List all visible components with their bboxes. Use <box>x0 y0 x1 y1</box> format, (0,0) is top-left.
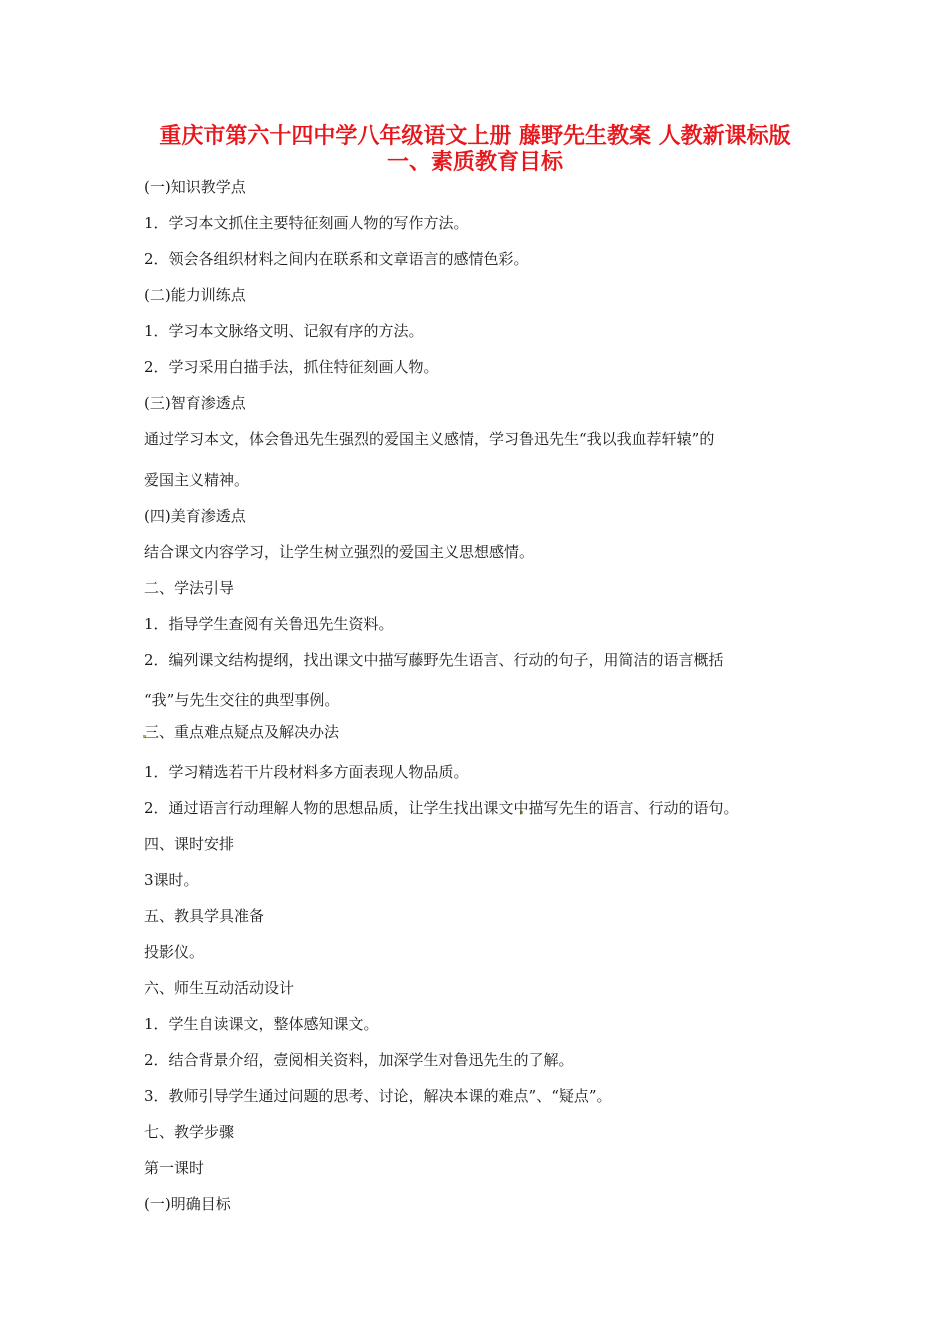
paragraph-line: 爱国主义精神。 <box>144 471 250 489</box>
paragraph-line: 2．编列课文结构提纲，找出课文中描写藤野先生语言、行动的句子，用简洁的语言概括 <box>144 651 724 669</box>
subheading-aesthetic: (四)美育渗透点 <box>144 507 246 525</box>
paragraph-line: 2．结合背景介绍，壹阅相关资料，加深学生对鲁迅先生的了解。 <box>144 1051 574 1069</box>
section-heading-3: 三、重点难点疑点及解决办法 <box>144 723 340 741</box>
paragraph-line: 1．学习本文抓住主要特征刻画人物的写作方法。 <box>144 214 469 232</box>
paragraph-line: 1．学习本文脉络文明、记叙有序的方法。 <box>144 322 424 340</box>
section-heading-2: 二、学法引导 <box>144 579 235 597</box>
section-heading-6: 六、师生互动活动设计 <box>144 979 295 997</box>
paragraph-line: 1．学生自读课文，整体感知课文。 <box>144 1015 379 1033</box>
document-title: 重庆市第六十四中学八年级语文上册 藤野先生教案 人教新课标版 <box>159 123 791 149</box>
section-heading-1: 一、素质教育目标 <box>386 149 563 175</box>
subheading-lesson-1: 第一课时 <box>144 1159 205 1177</box>
paragraph-line: 2．学习采用白描手法，抓住特征刻画人物。 <box>144 358 439 376</box>
paragraph-line: 2．领会各组织材料之间内在联系和文章语言的感情色彩。 <box>144 250 529 268</box>
paragraph-line: 通过学习本文，体会鲁迅先生强烈的爱国主义感情，学习鲁迅先生“我以我血荐轩辕”的 <box>144 430 715 448</box>
paragraph-line: 2．通过语言行动理解人物的思想品质，让学生找出课文中描写先生的语言、行动的语句。 <box>144 799 739 817</box>
paragraph-line: 1．学习精选若干片段材料多方面表现人物品质。 <box>144 763 469 781</box>
subheading-knowledge: (一)知识教学点 <box>144 178 246 196</box>
section-heading-7: 七、教学步骤 <box>144 1123 235 1141</box>
subheading-intellect: (三)智育渗透点 <box>144 394 246 412</box>
paragraph-line: 投影仪。 <box>144 943 205 961</box>
paragraph-line: 1．指导学生查阅有关鲁迅先生资料。 <box>144 615 394 633</box>
paragraph-line: “我”与先生交往的典型事例。 <box>144 691 340 709</box>
section-heading-4: 四、课时安排 <box>144 835 235 853</box>
paragraph-line: 3课时。 <box>144 871 199 889</box>
paragraph-line: 结合课文内容学习，让学生树立强烈的爱国主义思想感情。 <box>144 543 535 561</box>
paragraph-line: 3．教师引导学生通过问题的思考、讨论，解决本课的难点”、“疑点”。 <box>144 1087 612 1105</box>
subheading-goals: (一)明确目标 <box>144 1195 231 1213</box>
section-heading-5: 五、教具学具准备 <box>144 907 265 925</box>
subheading-ability: (二)能力训练点 <box>144 286 246 304</box>
